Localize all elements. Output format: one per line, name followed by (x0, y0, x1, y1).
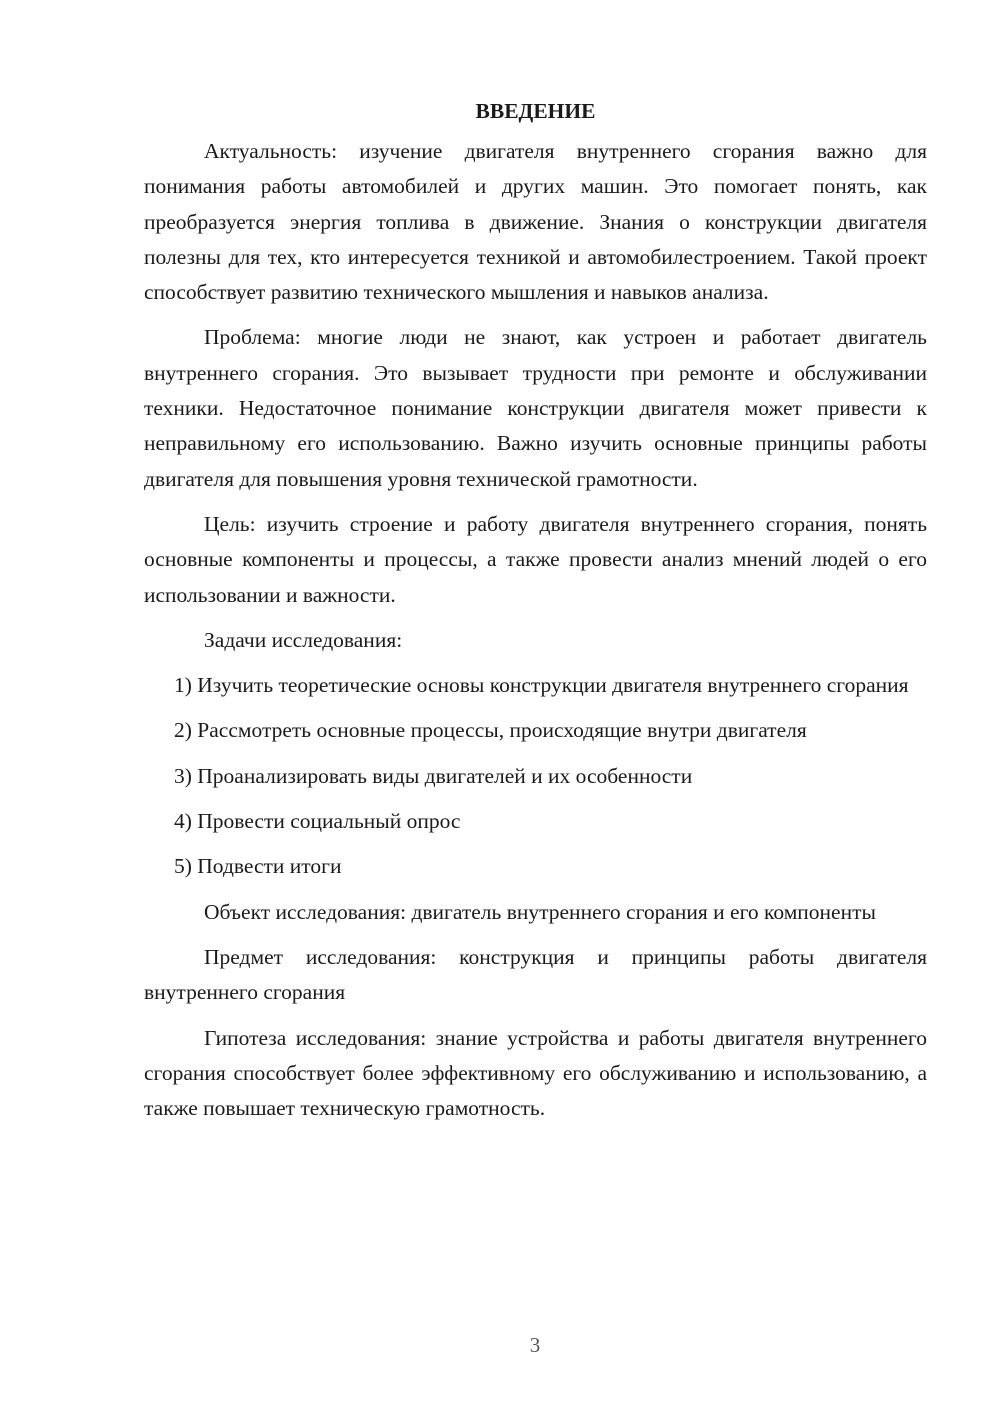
page-number: 3 (529, 1333, 541, 1357)
task-item-4: 4) Провести социальный опрос (174, 809, 461, 834)
goal-paragraph: Цель: изучить строение и работу двигателя внутреннего сгорания, понять основные компоненты и процессы, а также провести анализ мнений людей о его использовании и важности. (144, 511, 927, 607)
tasks-heading: Задачи исследования: (204, 627, 403, 652)
hypothesis-paragraph: Гипотеза исследования: знание устройства и работы двигателя внутреннего сгорания способствует более эффективному его обслуживанию и использованию, а также повышает техническую грамотность. (144, 1025, 927, 1121)
relevance-paragraph: Актуальность: изучение двигателя внутреннего сгорания важно для понимания работы автомобилей и других машин. Это помогает понять, как преобразуется энергия топлива в движение. Знания о конструкции двигателя полезны для тех, кто интересуется техникой и автомобилестроением. Такой проект способствует развитию технического мышления и навыков анализа. (144, 139, 927, 305)
page-content (144, 96, 927, 1136)
task-item-1: 1) Изучить теоретические основы конструкции двигателя внутреннего сгорания (174, 673, 909, 698)
subject-paragraph: Предмет исследования: конструкция и принципы работы двигателя внутреннего сгорания (144, 944, 927, 1005)
task-item-2: 2) Рассмотреть основные процессы, происходящие внутри двигателя (174, 718, 807, 743)
task-item-3: 3) Проанализировать виды двигателей и их особенности (174, 763, 693, 788)
section-title: ВВЕДЕНИЕ (475, 99, 596, 123)
object-paragraph: Объект исследования: двигатель внутреннего сгорания и его компоненты (204, 899, 876, 924)
task-item-5: 5) Подвести итоги (174, 854, 342, 879)
problem-paragraph: Проблема: многие люди не знают, как устроен и работает двигатель внутреннего сгорания. Это вызывает трудности при ремонте и обслуживании техники. Недостаточное понимание конструкции двигателя может привести к неправильному его использованию. Важно изучить основные принципы работы двигателя для повышения уровня технической грамотности. (144, 325, 927, 491)
